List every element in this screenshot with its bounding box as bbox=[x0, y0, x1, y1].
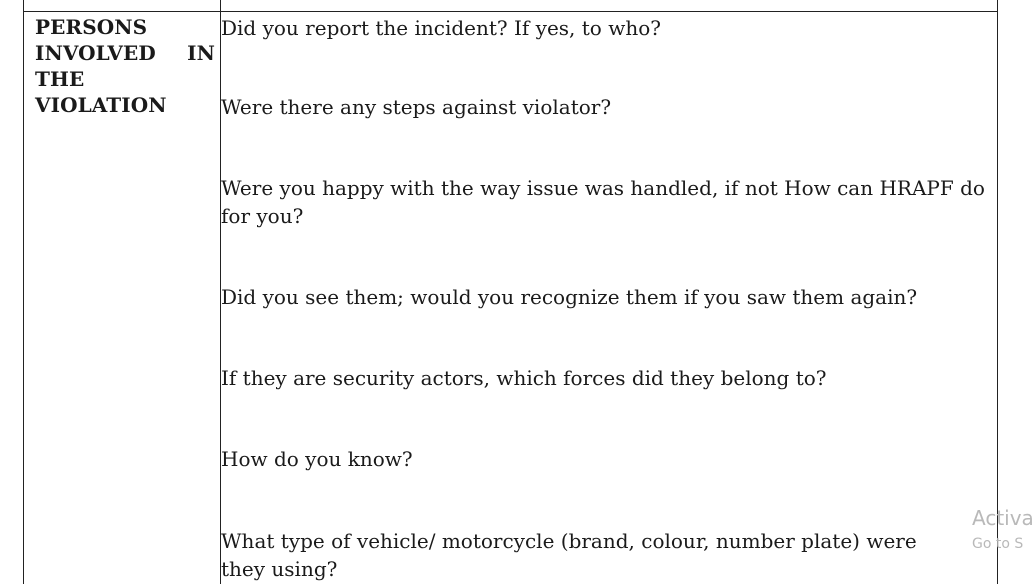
question-vehicle-type: What type of vehicle/ motorcycle (brand, colour, number plate) were they using? bbox=[221, 529, 917, 581]
section-label-word-in: IN bbox=[187, 41, 215, 65]
section-label-line-1: PERSONS bbox=[35, 15, 148, 39]
activation-watermark bbox=[972, 506, 1034, 554]
question-happy-with-handling: Were you happy with the way issue was handled, if not How can HRAPF do for you? bbox=[221, 176, 985, 228]
section-label-line-2 bbox=[35, 40, 215, 66]
question-how-do-you-know: How do you know? bbox=[221, 447, 413, 471]
section-label-cell bbox=[35, 14, 215, 118]
table-right-border bbox=[997, 0, 998, 584]
question-recognize-them: Did you see them; would you recognize them if you saw them again? bbox=[221, 285, 918, 309]
question-steps-against-violator: Were there any steps against violator? bbox=[221, 95, 612, 119]
watermark-line-1: Activa bbox=[972, 506, 1034, 530]
question-security-forces: If they are security actors, which forces did they belong to? bbox=[221, 366, 827, 390]
table-left-border bbox=[23, 0, 24, 584]
section-label-line-3: THE bbox=[35, 67, 85, 91]
section-label-word-involved: INVOLVED bbox=[35, 41, 156, 65]
question-report-incident: Did you report the incident? If yes, to who? bbox=[221, 16, 661, 40]
section-label-line-4: VIOLATION bbox=[35, 93, 167, 117]
watermark-line-2: Go to S bbox=[972, 536, 1024, 552]
table-top-border bbox=[23, 11, 998, 12]
